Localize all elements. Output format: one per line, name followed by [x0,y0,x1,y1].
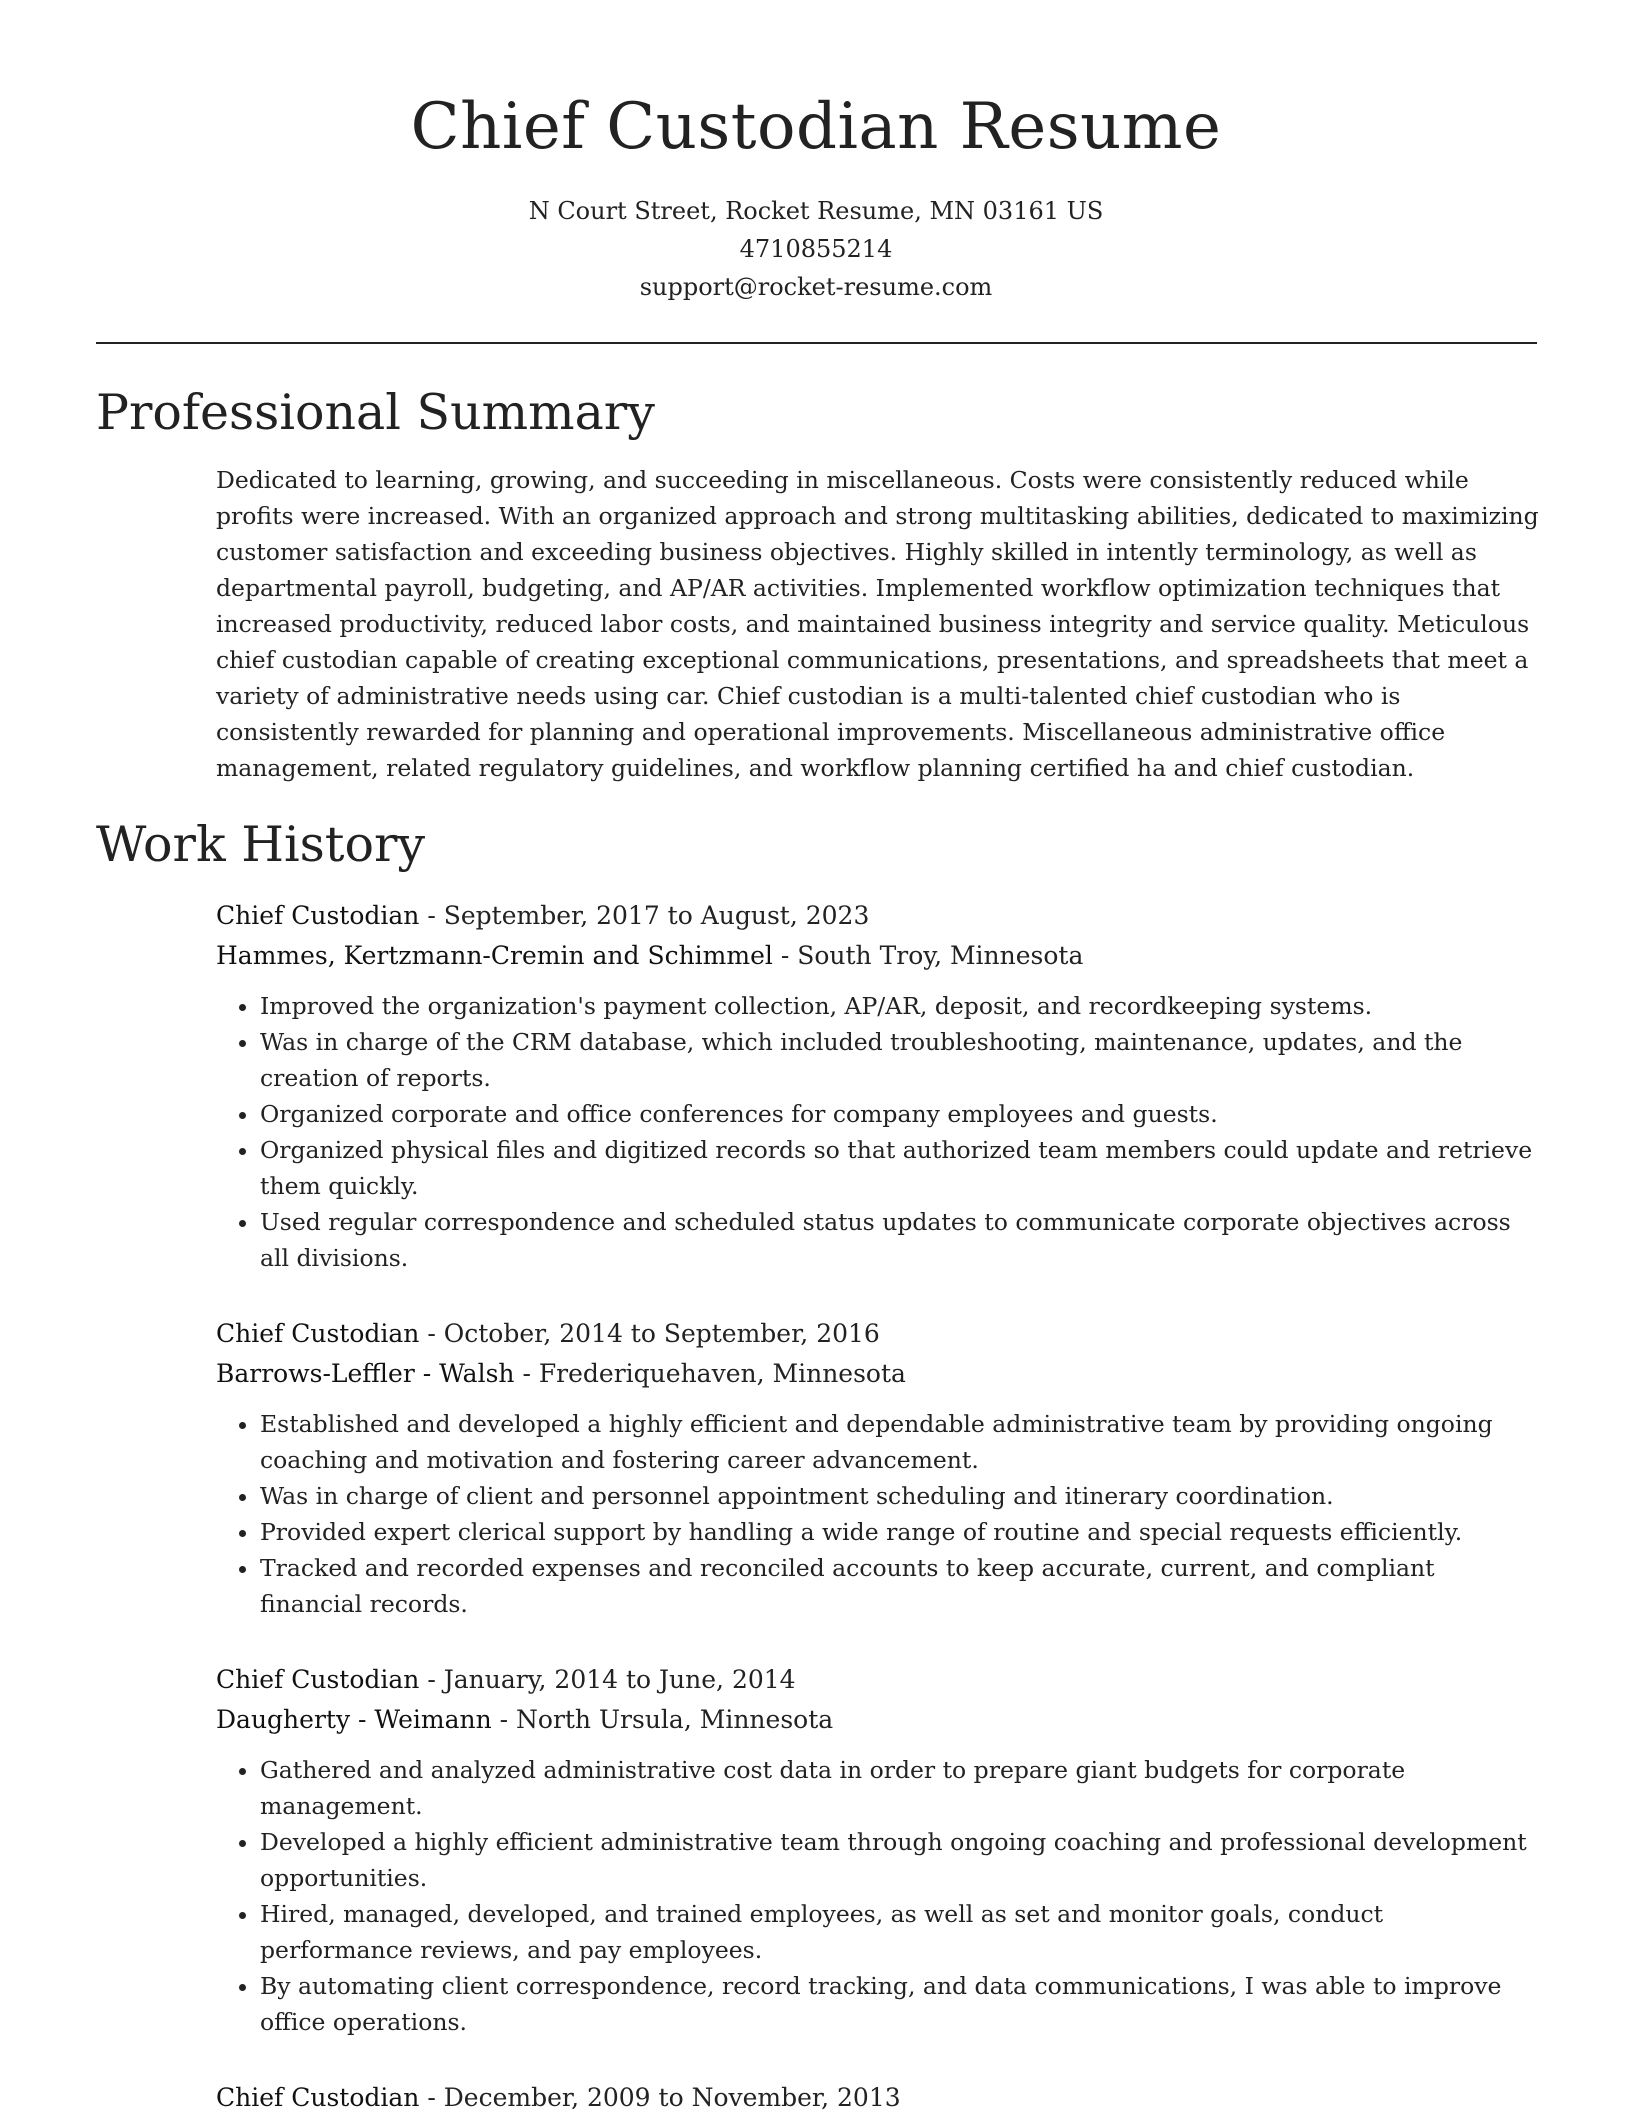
contact-email: support@rocket-resume.com [639,273,993,301]
job-title-line [216,1660,1541,1700]
job-list [216,896,1541,2112]
job-bullet: • Organized corporate and office conferences for company employees and guests. [260,1096,1541,1132]
job-bullet: • Developed a highly efficient administrative team through ongoing coaching and professional development opportunities. [260,1824,1541,1896]
job-title: Chief Custodian [216,2083,420,2112]
job-bullet: • Gathered and analyzed administrative cost data in order to prepare giant budgets for corporate management. [260,1752,1541,1824]
job-title-line [216,2078,1541,2112]
job-entry [216,896,1541,1276]
job-title: Chief Custodian [216,901,420,930]
job-dates: - January, 2014 to June, 2014 [419,1665,796,1694]
job-company-line [216,1700,1541,1740]
job-bullets [216,988,1541,1276]
job-bullet: • Organized physical files and digitized records so that authorized team members could update and retrieve them quickly. [260,1132,1541,1204]
resume-title: Chief Custodian Resume [410,90,1222,164]
job-bullet: • Was in charge of the CRM database, which included troubleshooting, maintenance, updates, and the creation of reports. [260,1024,1541,1096]
resume-header [0,0,1632,306]
job-company: Barrows-Leffler - Walsh [216,1359,515,1388]
work-history-heading: Work History [96,816,426,873]
job-company-line [216,1354,1541,1394]
resume-body [96,378,1537,2112]
contact-phone: 4710855214 [739,235,893,263]
job-bullets [216,1406,1541,1622]
job-dates: - October, 2014 to September, 2016 [419,1319,880,1348]
job-bullets [216,1752,1541,2040]
job-bullet: • Hired, managed, developed, and trained employees, as well as set and monitor goals, conduct performance reviews, and pay employees. [260,1896,1541,1968]
job-company: Daugherty - Weimann [216,1705,492,1734]
job-location: - South Troy, Minnesota [772,941,1084,970]
job-bullet: • Used regular correspondence and scheduled status updates to communicate corporate objectives across all divisions. [260,1204,1541,1276]
summary-text: Dedicated to learning, growing, and succeeding in miscellaneous. Costs were consistently reduced while profits were increased. With an organized approach and strong multitasking abilities, dedicated to maximizing customer satisfaction and exceeding business objectives. Highly skilled in intently terminology, as well as departmental payroll, budgeting, and AP/AR activities. Implemented workflow optimization techniques that increased productivity, reduced labor costs, and maintained business integrity and service quality. Meticulous chief custodian capable of creating exceptional communications, presentations, and spreadsheets that meet a variety of administrative needs using car. Chief custodian is a multi-talented chief custodian who is consistently rewarded for planning and operational improvements. Miscellaneous administrative office management, related regulatory guidelines, and workflow planning certified ha and chief custodian. [216,466,1539,782]
job-title: Chief Custodian [216,1319,420,1348]
contact-block [0,192,1632,306]
job-bullet: • Was in charge of client and personnel appointment scheduling and itinerary coordination. [260,1478,1541,1514]
job-company: Hammes, Kertzmann-Cremin and Schimmel [216,941,773,970]
job-dates: - December, 2009 to November, 2013 [419,2083,901,2112]
job-bullet: • Established and developed a highly efficient and dependable administrative team by providing ongoing coaching and motivation and fostering career advancement. [260,1406,1541,1478]
job-title-line [216,1314,1541,1354]
job-bullet: • Tracked and recorded expenses and reconciled accounts to keep accurate, current, and compliant financial records. [260,1550,1541,1622]
job-entry [216,1660,1541,2040]
job-title-line [216,896,1541,936]
job-bullet: • Provided expert clerical support by handling a wide range of routine and special requests efficiently. [260,1514,1541,1550]
contact-address: N Court Street, Rocket Resume, MN 03161 US [528,197,1104,225]
job-location: - North Ursula, Minnesota [491,1705,834,1734]
job-title: Chief Custodian [216,1665,420,1694]
job-location: - Frederiquehaven, Minnesota [514,1359,906,1388]
job-entry [216,1314,1541,1622]
job-bullet: • Improved the organization's payment collection, AP/AR, deposit, and recordkeeping systems. [260,988,1541,1024]
job-entry [216,2078,1541,2112]
header-divider [96,342,1537,344]
job-company-line [216,936,1541,976]
job-bullet: • By automating client correspondence, record tracking, and data communications, I was able to improve office operations. [260,1968,1541,2040]
summary-heading: Professional Summary [96,384,655,441]
job-dates: - September, 2017 to August, 2023 [419,901,870,930]
